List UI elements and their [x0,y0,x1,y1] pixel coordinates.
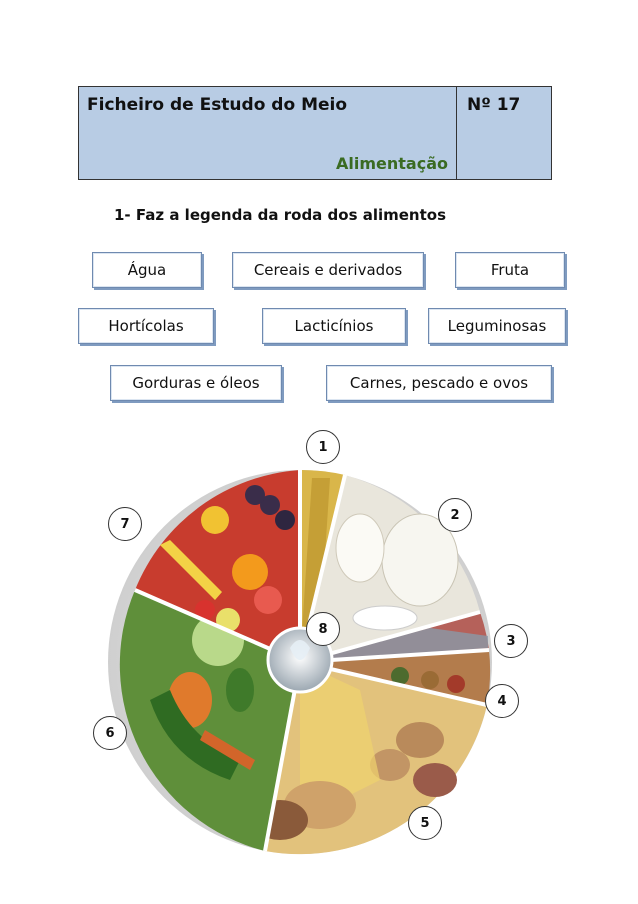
label-cereais[interactable]: Cereais e derivados [232,252,424,288]
wheel-number-7: 7 [108,507,142,541]
worksheet-number: Nº 17 [467,95,521,115]
question-text: 1- Faz a legenda da roda dos alimentos [114,206,447,224]
wheel-number-2: 2 [438,498,472,532]
label-carnes[interactable]: Carnes, pescado e ovos [326,365,552,401]
label-lacticinios[interactable]: Lacticínios [262,308,406,344]
label-gorduras[interactable]: Gorduras e óleos [110,365,282,401]
wheel-number-5: 5 [408,806,442,840]
label-leguminosas[interactable]: Leguminosas [428,308,566,344]
label-fruta[interactable]: Fruta [455,252,565,288]
wheel-number-4: 4 [485,684,519,718]
wheel-number-6: 6 [93,716,127,750]
wheel-number-3: 3 [494,624,528,658]
label-horticolas[interactable]: Hortícolas [78,308,214,344]
wheel-number-8: 8 [306,612,340,646]
label-agua[interactable]: Água [92,252,202,288]
worksheet-subtitle: Alimentação [336,154,448,173]
worksheet-title: Ficheiro de Estudo do Meio [87,95,348,115]
wheel-number-1: 1 [306,430,340,464]
